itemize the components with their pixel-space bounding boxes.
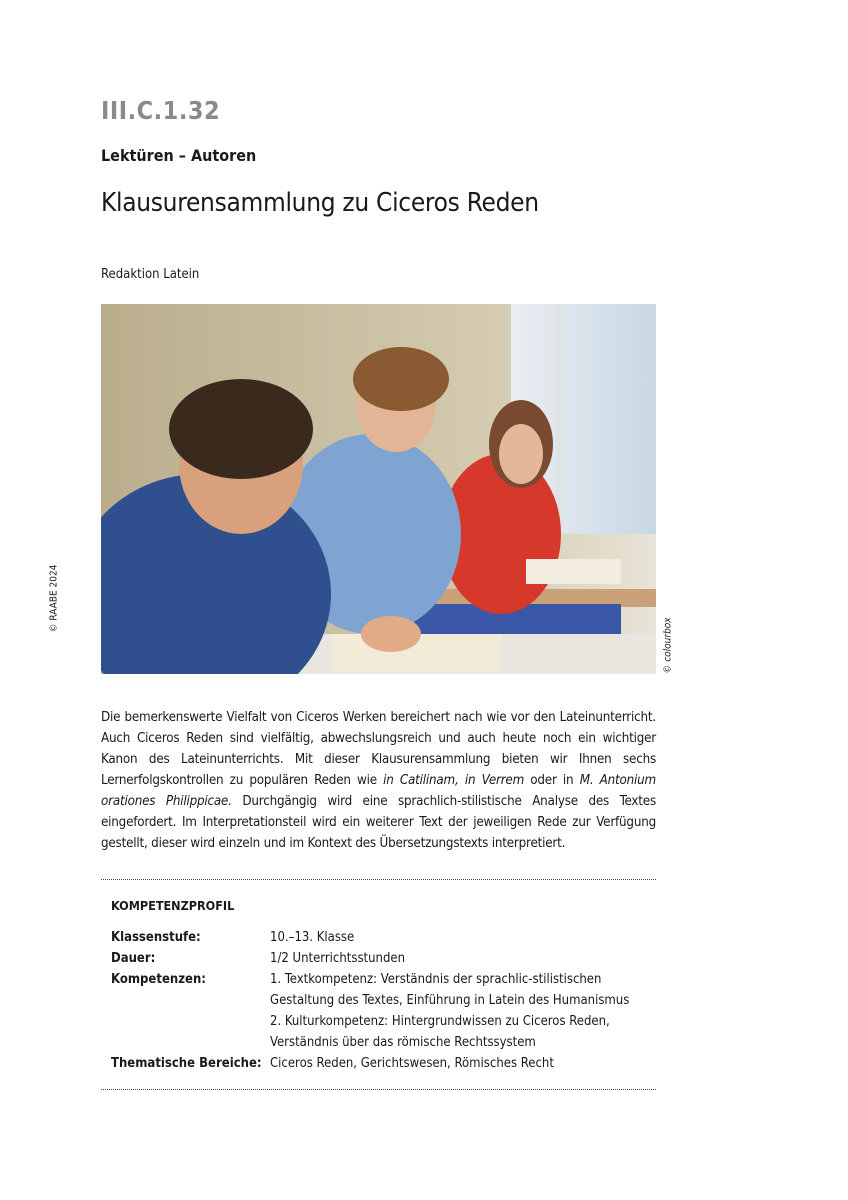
- intro-text: oder in: [524, 773, 580, 788]
- row-label: Klassenstufe:: [111, 930, 201, 945]
- intro-paragraph: [101, 707, 656, 854]
- intro-italic: M. Antonium orationes Philippicae.: [101, 773, 656, 809]
- divider: [101, 1089, 656, 1090]
- series-heading: Lektüren – Autoren: [101, 146, 257, 165]
- author-line: Redaktion Latein: [101, 267, 200, 282]
- document-code: III.C.1.32: [101, 96, 221, 125]
- row-value: 1/2 Unterrichtsstunden: [270, 951, 405, 966]
- kompetenzprofil-heading: KOMPETENZPROFIL: [111, 898, 235, 913]
- intro-text: Die bemerkenswerte Vielfalt von Ciceros Werken bereichert nach wie vor den Lateinunterricht. Auch Ciceros Reden sind vielfältig, abwechslungsreich und auch heute noch ein wichtiger Kanon des Lateinunterrichts. Mit dieser Klausurensammlung bieten wir Ihnen sechs Lernerfolgskontrollen zu populären Reden wie: [101, 710, 656, 788]
- row-label: Thematische Bereiche:: [111, 1056, 262, 1071]
- row-value: 10.–13. Klasse: [270, 930, 355, 945]
- divider: [101, 879, 656, 880]
- photo-credit: © colourbox: [662, 617, 674, 674]
- classroom-photo: [101, 304, 656, 674]
- page-title: Klausurensammlung zu Ciceros Reden: [101, 188, 539, 218]
- row-value: Ciceros Reden, Gerichtswesen, Römisches Recht: [270, 1056, 554, 1071]
- copyright-side: © RAABE 2024: [48, 564, 60, 633]
- intro-italic: in Catilinam, in Verrem: [383, 773, 525, 788]
- row-value: 1. Textkompetenz: Verständnis der sprachlic-stilistischen Gestaltung des Textes, Einführung in Latein des Humanismus 2. Kulturkompetenz: Hintergrundwissen zu Ciceros Reden, Verständnis über das römische Rechtssystem: [270, 972, 630, 1050]
- row-label: Kompetenzen:: [111, 972, 206, 987]
- row-label: Dauer:: [111, 951, 156, 966]
- intro-text: Durchgängig wird eine sprachlich-stilistische Analyse des Textes eingefordert. Im Interpretationsteil wird ein weiterer Text der jeweiligen Rede zur Verfügung gestellt, dieser wird einzeln und im Kontext des Übersetzungstexts interpretiert.: [101, 794, 656, 851]
